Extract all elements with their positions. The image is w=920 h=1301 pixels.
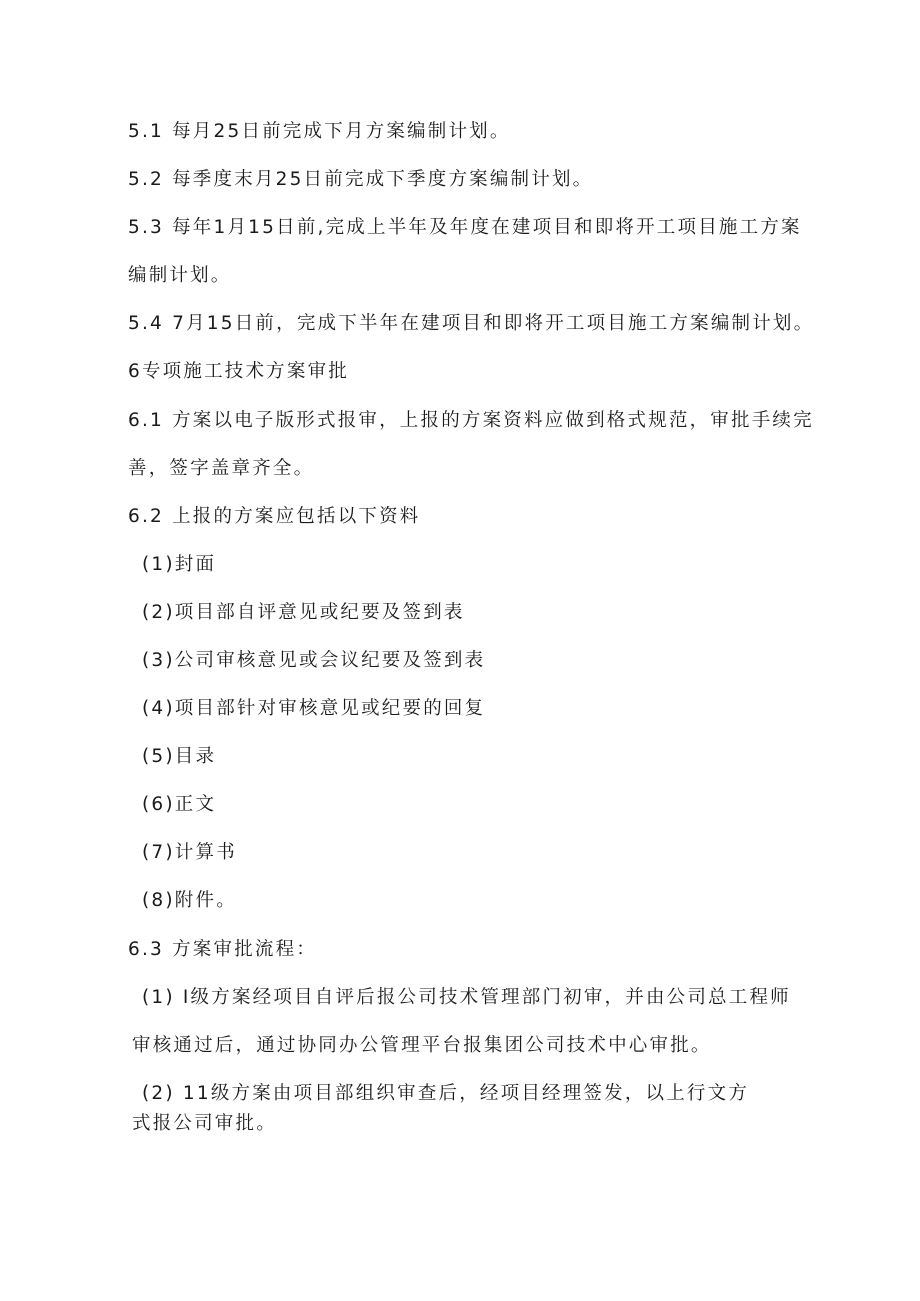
- process-step-2: (2) 11级方案由项目部组织审查后，经项目经理签发，以上行文方: [142, 1083, 750, 1104]
- process-step-2-continuation: 式报公司审批。: [132, 1113, 277, 1134]
- clause-6-1: 6.1 方案以电子版形式报审，上报的方案资料应做到格式规范，审批手续完: [128, 410, 814, 431]
- list-item: (2)项目部自评意见或纪要及签到表: [142, 602, 465, 623]
- clause-5-2: 5.2 每季度末月25日前完成下季度方案编制计划。: [128, 169, 594, 190]
- clause-5-3-continuation: 编制计划。: [128, 265, 232, 286]
- clause-5-1: 5.1 每月25日前完成下月方案编制计划。: [128, 121, 511, 142]
- list-item: (3)公司审核意见或会议纪要及签到表: [142, 650, 486, 671]
- clause-6-2: 6.2 上报的方案应包括以下资料: [128, 506, 421, 527]
- clause-6-1-continuation: 善，签字盖章齐全。: [128, 458, 315, 479]
- process-step-1: (1) I级方案经项目自评后报公司技术管理部门初审，并由公司总工程师: [142, 987, 791, 1008]
- list-item: (4)项目部针对审核意见或纪要的回复: [142, 698, 486, 719]
- list-item: (7)计算书: [142, 842, 237, 863]
- section-6-heading: 6专项施工技术方案审批: [128, 361, 349, 382]
- clause-5-4: 5.4 7月15日前，完成下半年在建项目和即将开工项目施工方案编制计划。: [128, 313, 815, 334]
- list-item: (6)正文: [142, 794, 217, 815]
- clause-6-3: 6.3 方案审批流程：: [128, 939, 318, 960]
- process-step-1-continuation: 审核通过后，通过协同办公管理平台报集团公司技术中心审批。: [132, 1035, 712, 1056]
- list-item: (5)目录: [142, 746, 217, 767]
- list-item: (8)附件。: [142, 890, 237, 911]
- clause-5-3: 5.3 每年1月15日前,完成上半年及年度在建项目和即将开工项目施工方案: [128, 217, 802, 238]
- list-item: (1)封面: [142, 554, 217, 575]
